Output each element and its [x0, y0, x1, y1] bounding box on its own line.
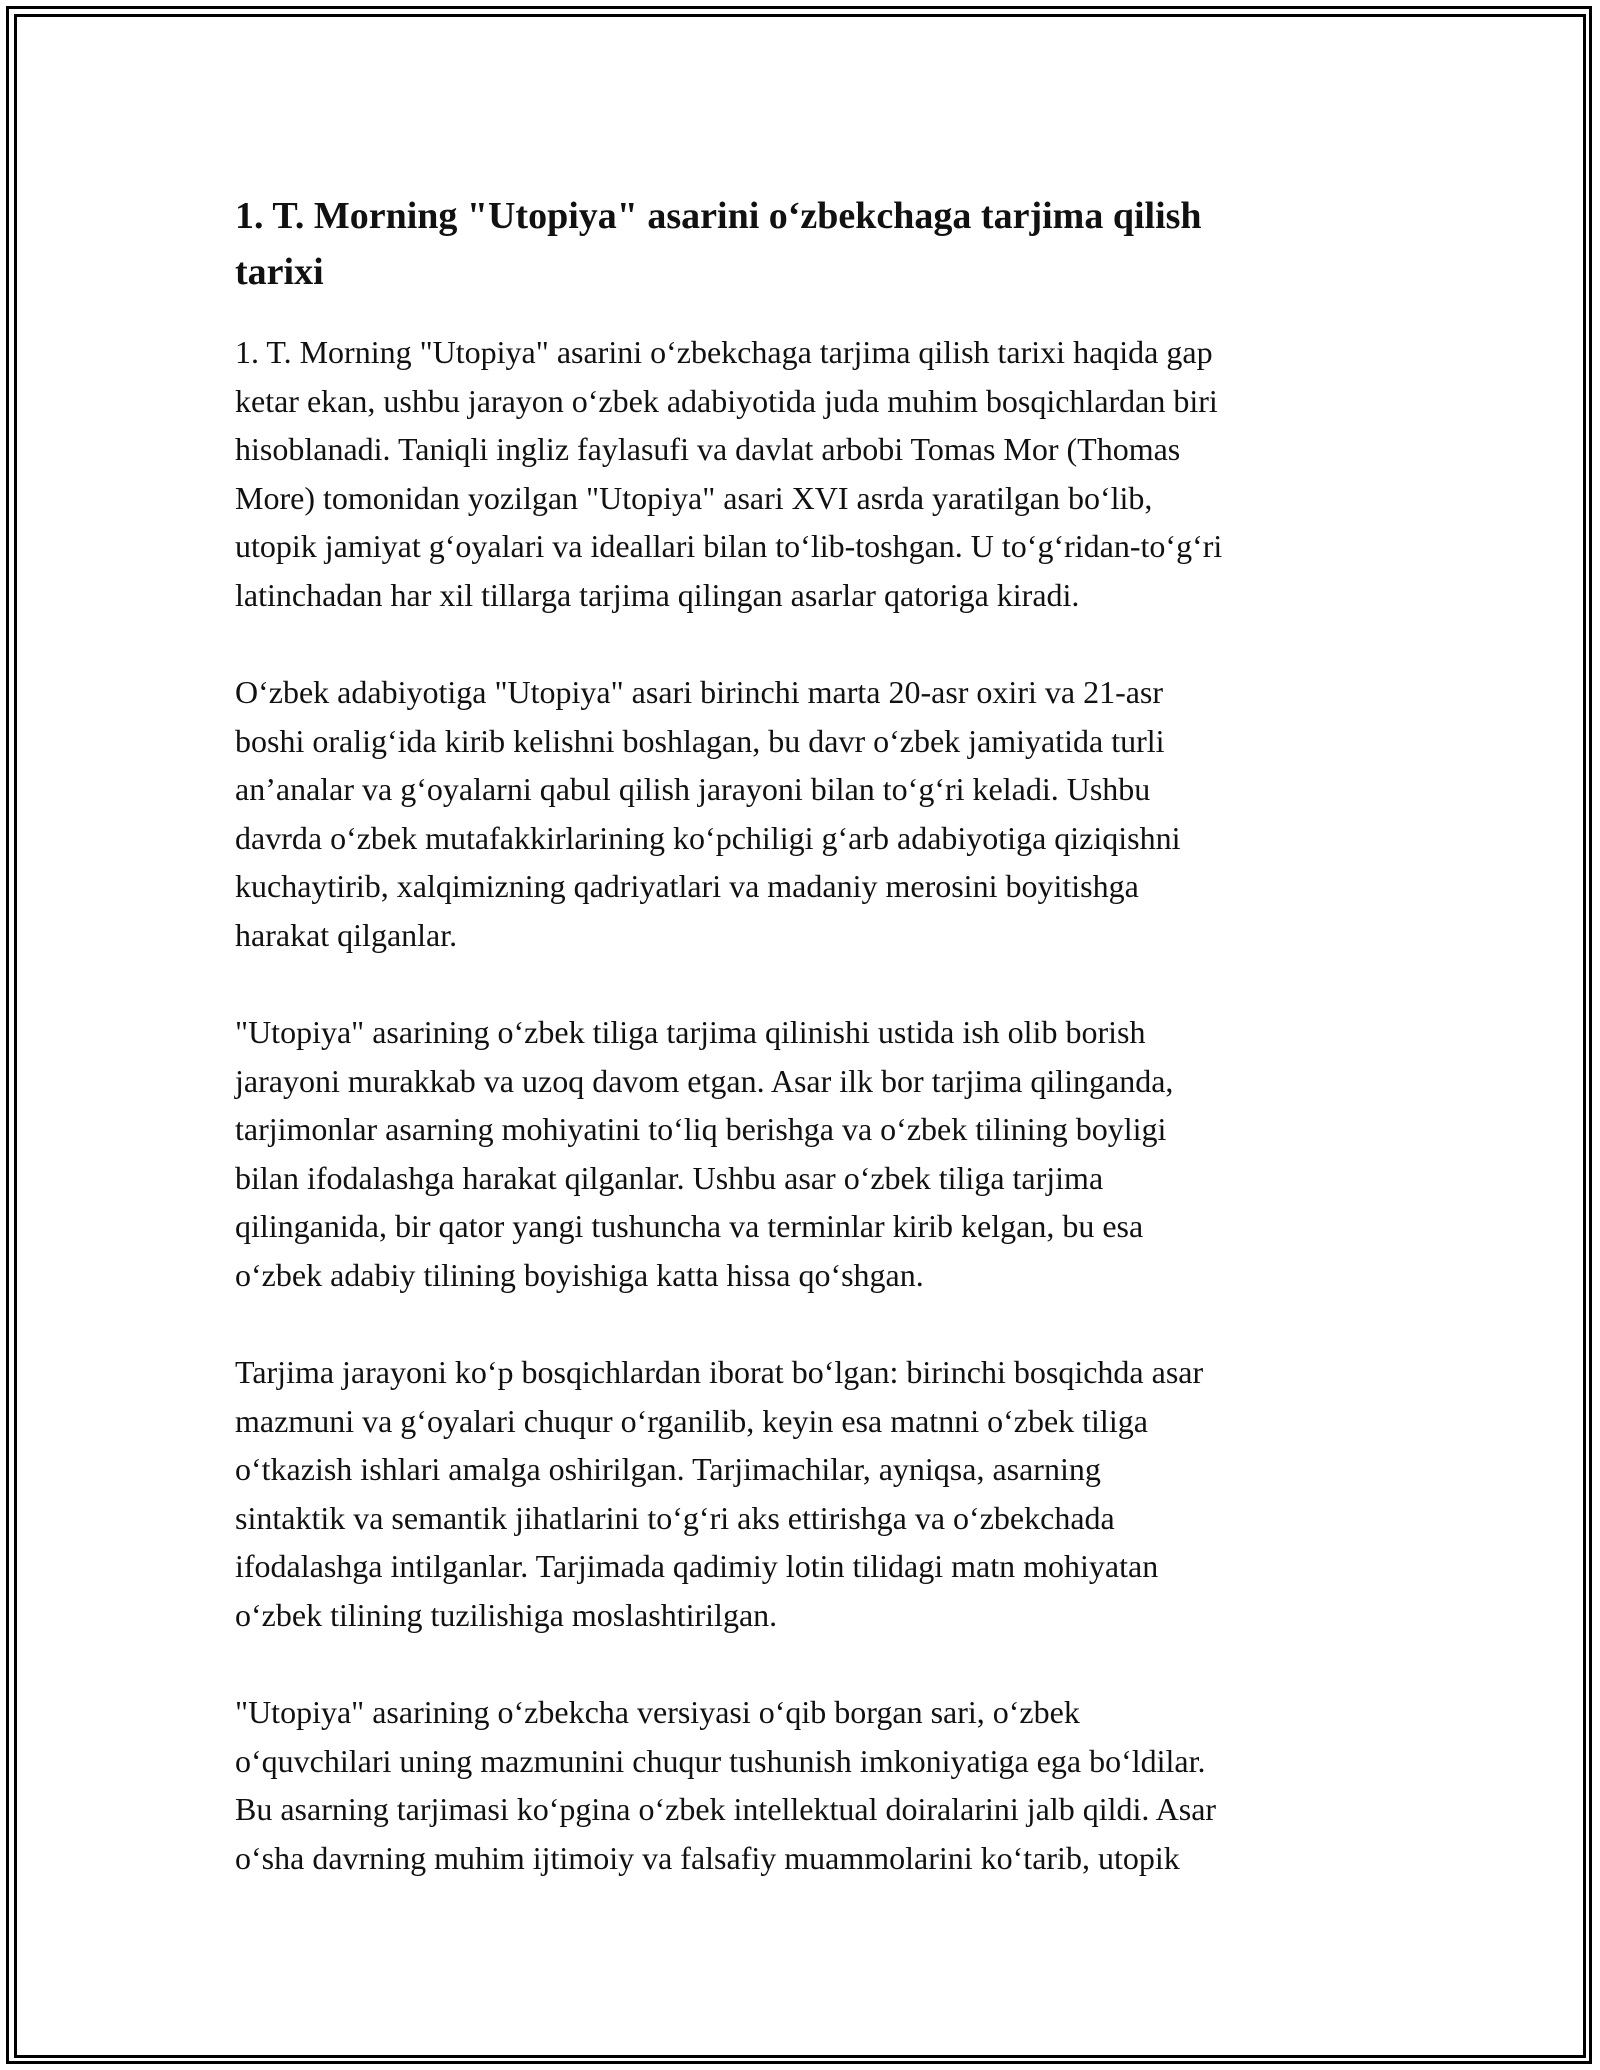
paragraph-4: Tarjima jarayoni ko‘p bosqichlardan iborat bo‘lgan: birinchi bosqichda asar mazmuni va g‘oyalari chuqur o‘rganilib, keyin esa matnni o‘zbek tiliga o‘tkazish ishlari amalga oshirilgan. Tarjimachilar, ayniqsa, asarning sintaktik va semantik jihatlarini to‘g‘ri aks ettirishga va o‘zbekchada ifodalashga intilganlar. Tarjimada qadimiy lotin tilidagi matn mohiyatan o‘zbek tilining tuzilishiga moslashtirilgan.	[235, 1354, 1204, 1633]
paragraph-3: "Utopiya" asarining o‘zbek tiliga tarjima qilinishi ustida ish olib borish jarayoni murakkab va uzoq davom etgan. Asar ilk bor tarjima qilinganda, tarjimonlar asarning mohiyatini to‘liq berishga va o‘zbek tilining boyligi bilan ifodalashga harakat qilganlar. Ushbu asar o‘zbek tiliga tarjima qilinganida, bir qator yangi tushuncha va terminlar kirib kelgan, bu esa o‘zbek adabiy tilining boyishiga katta hissa qo‘shgan.	[235, 1014, 1174, 1293]
document-body	[235, 188, 1375, 1931]
paragraph-2: O‘zbek adabiyotiga "Utopiya" asari birinchi marta 20-asr oxiri va 21-asr boshi oralig‘ida kirib kelishni boshlagan, bu davr o‘zbek jamiyatida turli an’analar va g‘oyalarni qabul qilish jarayoni bilan to‘g‘ri keladi. Ushbu davrda o‘zbek mutafakkirlarining ko‘pchiligi g‘arb adabiyotiga qiziqishni kuchaytirib, xalqimizning qadriyatlari va madaniy merosini boyitishga harakat qilganlar.	[235, 674, 1181, 953]
paragraph-1: 1. T. Morning "Utopiya" asarini o‘zbekchaga tarjima qilish tarixi haqida gap ketar ekan, ushbu jarayon o‘zbek adabiyotida juda muhim bosqichlardan biri hisoblanadi. Taniqli ingliz faylasufi va davlat arbobi Tomas Mor (Thomas More) tomonidan yozilgan "Utopiya" asari XVI asrda yaratilgan bo‘lib, utopik jamiyat g‘oyalari va ideallari bilan to‘lib-toshgan. U to‘g‘ridan-to‘g‘ri latinchadan har xil tillarga tarjima qilingan asarlar qatoriga kiradi.	[235, 334, 1223, 613]
paragraph-5: "Utopiya" asarining o‘zbekcha versiyasi o‘qib borgan sari, o‘zbek o‘quvchilari uning mazmunini chuqur tushunish imkoniyatiga ega bo‘ldilar. Bu asarning tarjimasi ko‘pgina o‘zbek intellektual doiralarini jalb qildi. Asar o‘sha davrning muhim ijtimoiy va falsafiy muammolarini ko‘tarib, utopik	[235, 1694, 1217, 1876]
document-title: 1. T. Morning "Utopiya" asarini o‘zbekchaga tarjima qilish tarixi	[235, 195, 1202, 293]
